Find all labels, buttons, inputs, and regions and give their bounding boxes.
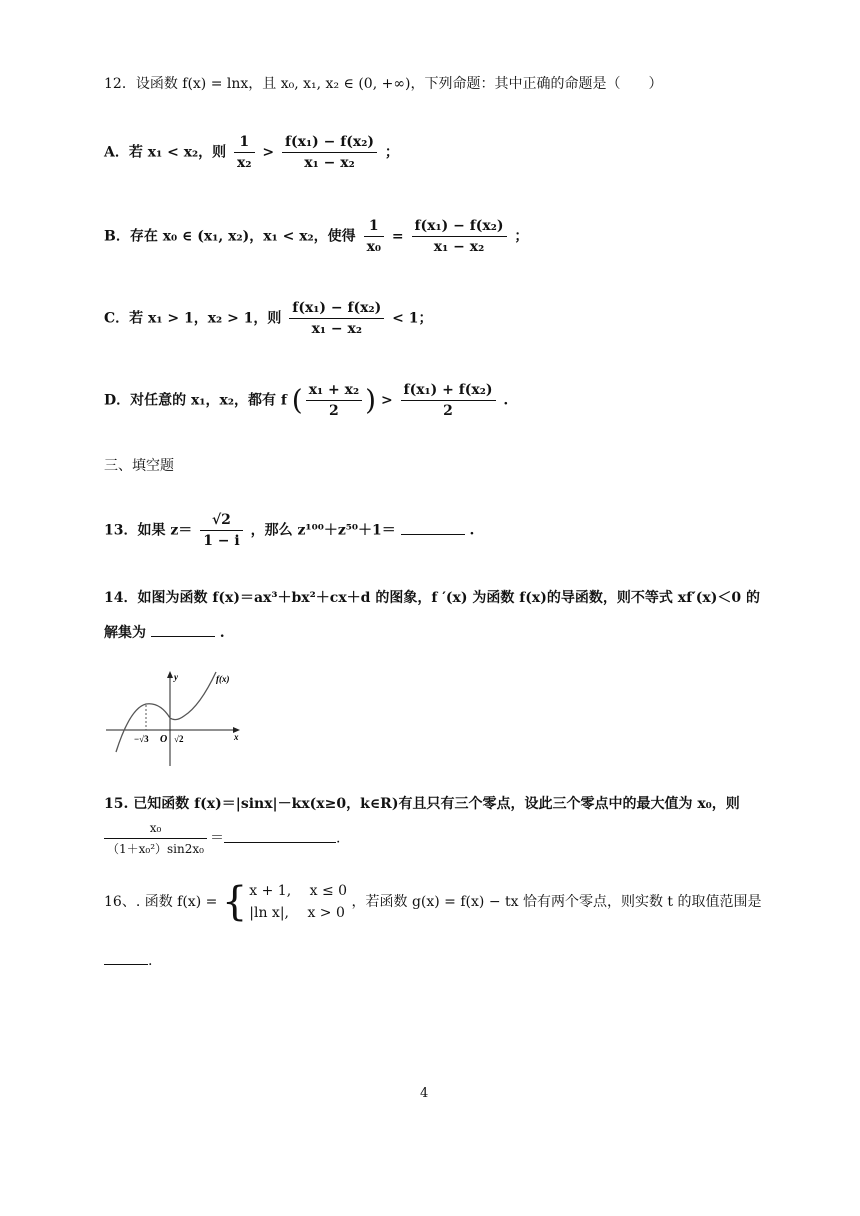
origin-label: O: [160, 734, 168, 745]
fraction-numerator: √2: [200, 510, 243, 531]
q12-option-b: [104, 216, 528, 257]
q13-text: 13．如果 z＝: [104, 522, 193, 539]
fraction-numerator: 1: [234, 132, 254, 153]
section-heading: 三、填空题: [104, 458, 174, 474]
q14-line1: 14．如图为函数 f(x)＝ax³＋bx²＋cx＋d 的图象，f ′(x) 为函数 f(x)的导函数，则不等式 xf′(x)＜0 的: [104, 590, 761, 606]
paren-open: (: [291, 383, 303, 417]
relation-sign: >: [380, 392, 393, 409]
fraction-numerator: f(x₁) + f(x₂): [401, 380, 496, 401]
q16-text: 16、. 函数 f(x) =: [104, 894, 218, 910]
q12-stem: 12．设函数 f(x) = lnx，且 x₀, x₁, x₂ ∈ (0, +∞)，下列命题：其中正确的命题是（ ）: [104, 76, 663, 92]
punctuation: ；: [514, 228, 529, 245]
fraction-denominator: （1＋x₀²）sin2x₀: [107, 842, 204, 856]
q15-line1: 15. 已知函数 f(x)＝|sinx|－kx(x≥0，k∈R)有且只有三个零点，设此三个零点中的最大值为 x₀，则: [104, 796, 740, 812]
q12-option-a: [104, 132, 399, 173]
punctuation: .: [148, 953, 153, 969]
q16-text-2: ，若函数 g(x) = f(x) − tx 恰有两个零点，则实数 t 的取值范围是: [351, 894, 762, 910]
q13: [104, 510, 474, 551]
q15-fraction: [104, 818, 207, 859]
answer-blank[interactable]: [151, 622, 215, 637]
fraction-numerator: f(x₁) − f(x₂): [289, 298, 384, 319]
fraction-numerator: f(x₁) − f(x₂): [282, 132, 377, 153]
q12-option-d: [104, 380, 508, 421]
curve-label: f(x): [216, 674, 230, 684]
answer-blank[interactable]: [224, 828, 336, 843]
punctuation: .: [335, 830, 341, 847]
relation-sign: =: [391, 228, 404, 245]
q16-line1: [104, 880, 762, 924]
q12-option-c: [104, 298, 433, 339]
relation-sign: >: [262, 144, 275, 161]
option-a-text: A．若 x₁ < x₂，则: [104, 144, 227, 161]
option-c-text: C．若 x₁ > 1，x₂ > 1，则: [104, 310, 282, 327]
punctuation: < 1；: [392, 310, 433, 327]
case-1: x + 1, x ≤ 0: [249, 883, 348, 899]
tick-label-pos: √2: [174, 734, 184, 744]
answer-blank[interactable]: [401, 520, 465, 535]
option-b-rhs-fraction: [412, 216, 507, 257]
fraction-numerator: x₁ + x₂: [306, 380, 362, 401]
q13-text-2: ，那么 z¹⁰⁰＋z⁵⁰＋1＝: [250, 522, 396, 539]
option-c-fraction: [289, 298, 384, 339]
punctuation: .: [219, 625, 225, 641]
punctuation: ；: [384, 144, 399, 161]
punctuation: .: [469, 522, 475, 539]
paren-close: ): [365, 383, 377, 417]
q13-fraction: [200, 510, 243, 551]
equals-sign: ＝: [209, 830, 224, 847]
piecewise-cases: [249, 880, 347, 924]
option-d-lhs-fraction: [306, 380, 362, 421]
fraction-numerator: 1: [364, 216, 384, 237]
y-axis-label: y: [174, 672, 178, 682]
punctuation: .: [503, 392, 509, 409]
fraction-denominator: 2: [329, 403, 339, 419]
fraction-numerator: f(x₁) − f(x₂): [412, 216, 507, 237]
fraction-denominator: 1 − i: [203, 533, 240, 549]
tick-label-neg: −√3: [134, 734, 149, 744]
q15-line2: [104, 818, 340, 859]
fraction-denominator: x₂: [237, 155, 252, 171]
option-b-text: B．存在 x₀ ∈ (x₁, x₂)，x₁ < x₂，使得: [104, 228, 356, 245]
fraction-denominator: x₁ − x₂: [304, 155, 355, 171]
fraction-denominator: x₁ − x₂: [311, 321, 362, 337]
option-d-rhs-fraction: [401, 380, 496, 421]
y-axis-arrow-icon: [167, 671, 173, 678]
fraction-denominator: x₀: [366, 239, 382, 255]
page-number: 4: [420, 1086, 429, 1101]
x-axis-label: x: [234, 732, 239, 742]
left-brace: {: [221, 879, 248, 925]
q16-line2: [104, 950, 152, 971]
option-b-lhs-fraction: [364, 216, 384, 257]
q14-line2: [104, 622, 225, 643]
fraction-numerator: x₀: [104, 818, 207, 839]
function-graph: [104, 668, 244, 768]
option-a-lhs-fraction: [234, 132, 254, 173]
fraction-denominator: x₁ − x₂: [433, 239, 485, 255]
answer-blank[interactable]: [104, 950, 148, 965]
case-2: |ln x|, x > 0: [249, 905, 345, 921]
option-d-text: D．对任意的 x₁，x₂，都有 f: [104, 392, 287, 409]
fraction-denominator: 2: [443, 403, 453, 419]
option-a-rhs-fraction: [282, 132, 377, 173]
q14-text: 解集为: [104, 625, 146, 641]
